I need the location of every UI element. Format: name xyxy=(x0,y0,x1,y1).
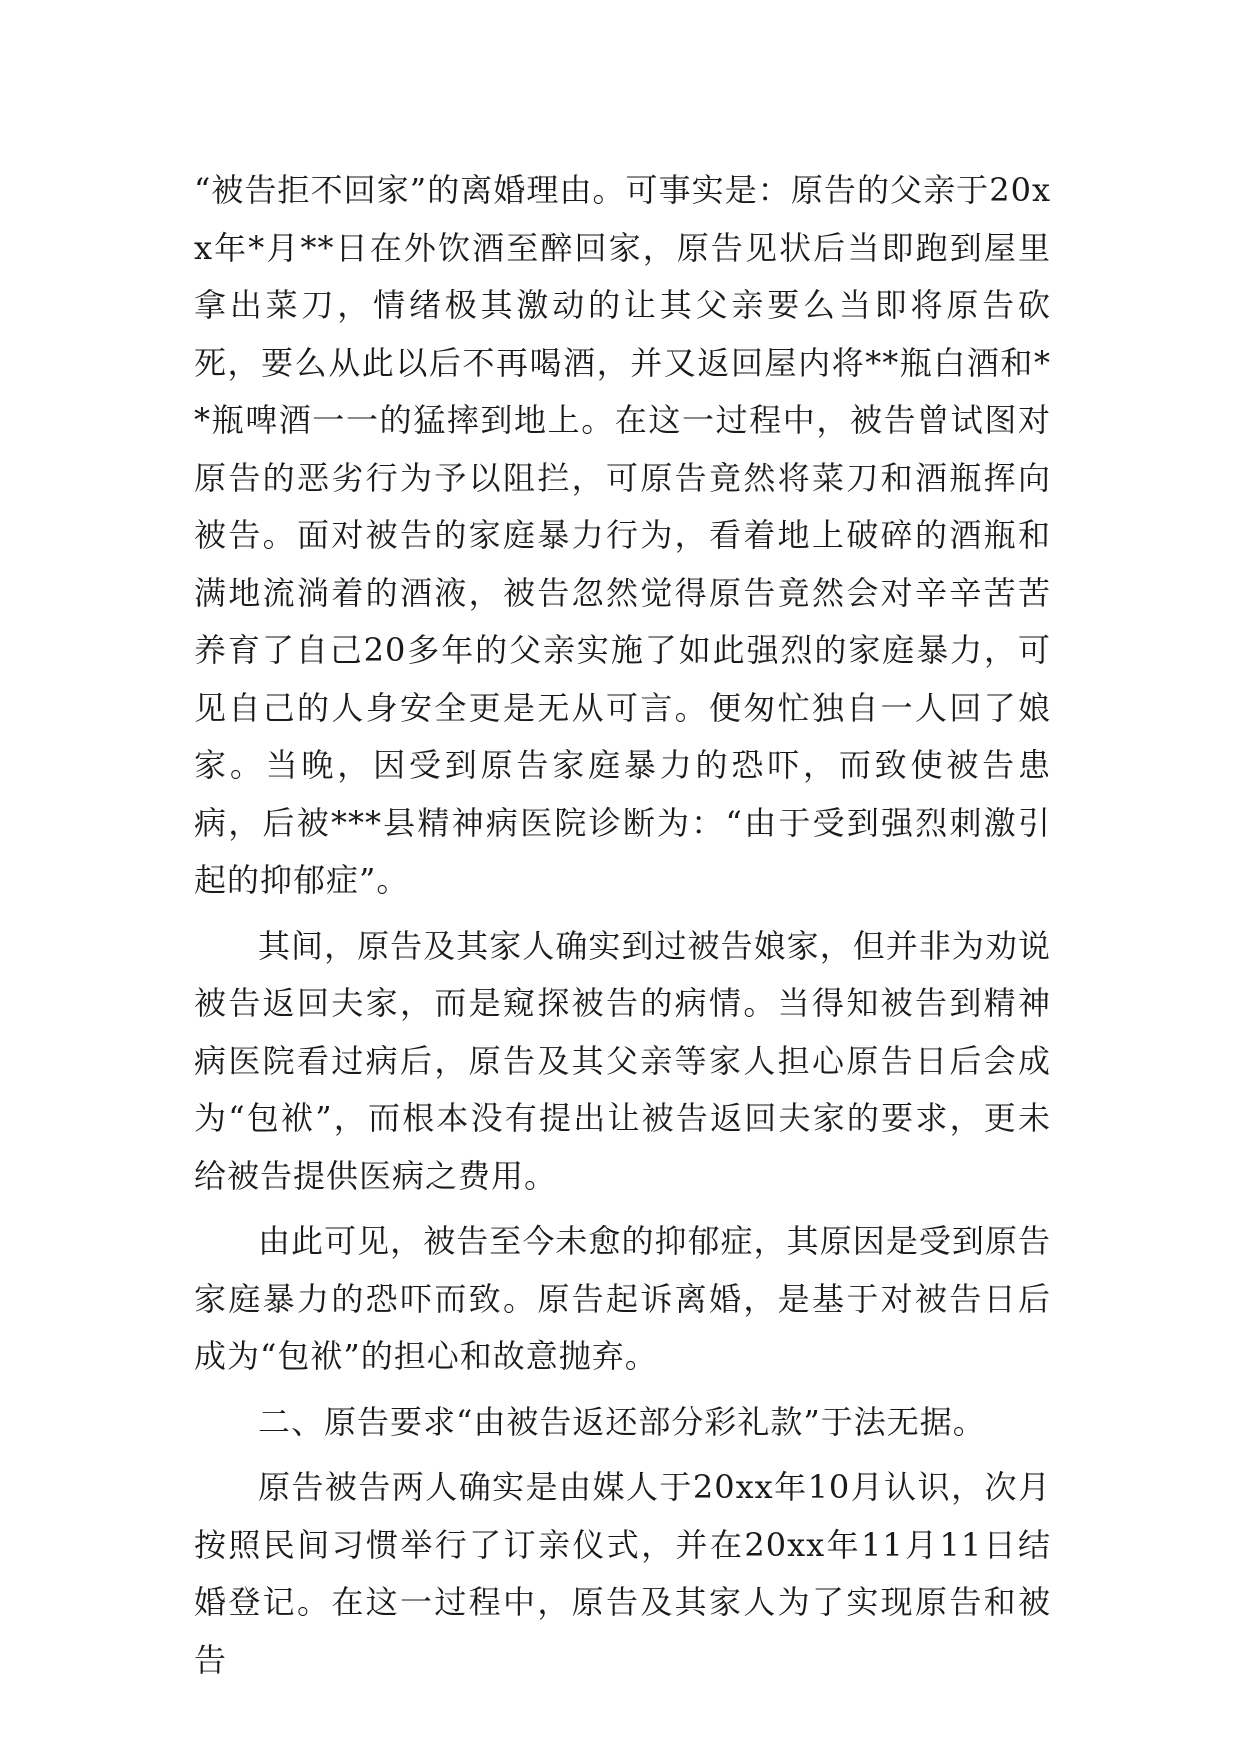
paragraph-facts: “被告拒不回家”的离婚理由。可事实是：原告的父亲于20xx年*月**日在外饮酒至醉回家，原告见状后当即跑到屋里拿出菜刀，情绪极其激动的让其父亲要么当即将原告砍死，要么从此以后不再喝酒，并又返回屋内将**瓶白酒和**瓶啤酒一一的猛摔到地上。在这一过程中，被告曾试图对原告的恶劣行为予以阻拦，可原告竟然将菜刀和酒瓶挥向被告。面对被告的家庭暴力行为，看着地上破碎的酒瓶和满地流淌着的酒液，被告忽然觉得原告竟然会对辛辛苦苦养育了自己20多年的父亲实施了如此强烈的家庭暴力，可见自己的人身安全更是无从可言。便匆忙独自一人回了娘家。当晚，因受到原告家庭暴力的恐吓，而致使被告患病，后被***县精神病医院诊断为：“由于受到强烈刺激引起的抑郁症”。 xyxy=(194,171,1051,899)
paragraph-conclusion: 由此可见，被告至今未愈的抑郁症，其原因是受到原告家庭暴力的恐吓而致。原告起诉离婚，是基于对被告日后成为“包袱”的担心和故意抛弃。 xyxy=(194,1222,1051,1375)
section-heading-bride-price: 二、原告要求“由被告返还部分彩礼款”于法无据。 xyxy=(258,1402,986,1441)
paragraph-visit: 其间，原告及其家人确实到过被告娘家，但并非为劝说被告返回夫家，而是窥探被告的病情。当得知被告到精神病医院看过病后，原告及其父亲等家人担心原告日后会成为“包袱”，而根本没有提出让被告返回夫家的要求，更未给被告提供医病之费用。 xyxy=(194,926,1051,1195)
paragraph-marriage: 原告被告两人确实是由媒人于20xx年10月认识，次月按照民间习惯举行了订亲仪式，并在20xx年11月11日结婚登记。在这一过程中，原告及其家人为了实现原告和被告 xyxy=(194,1468,1051,1679)
